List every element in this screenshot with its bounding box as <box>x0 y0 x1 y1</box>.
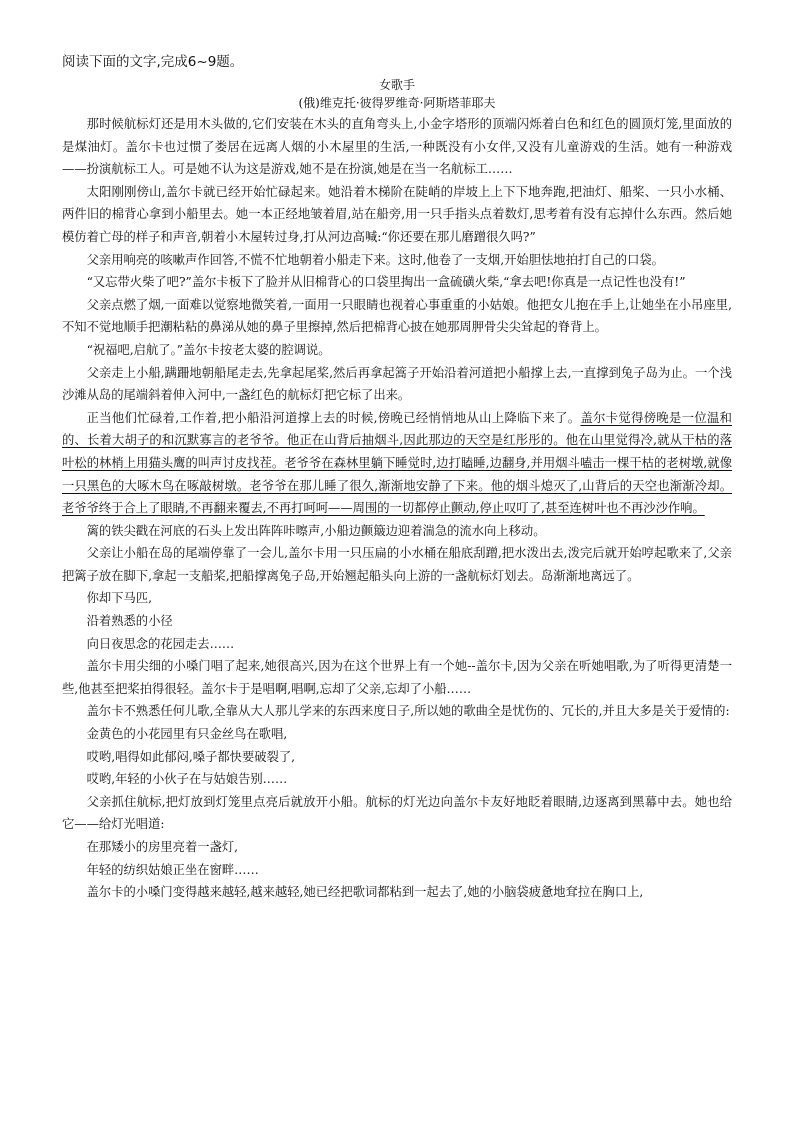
paragraph-text: “祝福吧,启航了。”盖尔卡按老太婆的腔调说。 <box>86 342 331 357</box>
story-paragraph <box>62 859 732 882</box>
paragraph-text: 哎哟,唱得如此郁闷,嗓子都快要破裂了, <box>86 749 296 764</box>
paragraph-text: 你却下马匹, <box>86 591 152 606</box>
story-paragraph <box>62 271 732 294</box>
document-page <box>62 52 732 904</box>
paragraph-text: 向日夜思念的花园走去…… <box>86 636 235 651</box>
story-paragraph <box>62 542 732 587</box>
paragraph-text: 父亲用响亮的咳嗽声作回答,不慌不忙地朝着小船走下来。这时,他卷了一支烟,开始胆怯地拍打自己的口袋。 <box>86 252 664 267</box>
story-paragraph <box>62 746 732 769</box>
paragraph-text: 盖尔卡的小嗓门变得越来越轻,越来越轻,她已经把歌词都粘到一起去了,她的小脑袋疲惫地耷拉在胸口上, <box>86 885 644 900</box>
paragraph-text: 那时候航标灯还是用木头做的,它们安装在木头的直角弯头上,小金字塔形的顶端闪烁着白色和红色的圆顶灯笼,里面放的是煤油灯。盖尔卡也过惯了娄居在远离人烟的小木屋里的生活,一种既没有小女伴,又没有儿童游戏的生活。她有一种游戏——扮演航标工人。可是她不认为这是游戏,她不是在扮演,她是在当一名航标工…… <box>62 117 732 177</box>
paragraph-text: 父亲点燃了烟,一面难以觉察地微笑着,一面用一只眼睛也视着心事重重的小姑娘。他把女儿抱在手上,让她坐在小吊座里,不知不觉地顺手把潮粘粘的鼻涕从她的鼻子里擦掉,然后把棉背心披在她那周胛骨尖尖耸起的脊背上。 <box>62 297 732 335</box>
story-paragraph <box>62 113 732 181</box>
story-paragraph <box>62 791 732 836</box>
story-paragraph <box>62 655 732 700</box>
reading-instruction: 阅读下面的文字,完成6~9题。 <box>62 54 244 70</box>
story-paragraph <box>62 294 732 339</box>
story-paragraph <box>62 339 732 362</box>
story-paragraph <box>62 700 732 723</box>
story-author: (俄)维克托·彼得罗维奇·阿斯塔菲耶夫 <box>298 96 496 110</box>
story-paragraph <box>62 520 732 543</box>
story-paragraph <box>62 768 732 791</box>
story-title: 女歌手 <box>378 78 415 92</box>
paragraph-text: “又忘带火柴了吧?”盖尔卡板下了脸并从旧棉背心的口袋里掏出一盒硫磺火柴,“拿去吧!你真是一点记性也没有!” <box>86 275 686 290</box>
paragraph-text: 在那矮小的房里亮着一盏灯, <box>86 840 239 854</box>
story-paragraph <box>62 836 732 859</box>
paragraph-text: 父亲抓住航标,把灯放到灯笼里点亮后就放开小船。航标的灯光边向盖尔卡友好地眨着眼睛,边逐离到黑幕中去。她也给它——给灯光唱道: <box>62 794 732 832</box>
story-body <box>62 113 732 904</box>
paragraph-text: 篱的铁尖戳在河底的石头上发出阵阵咔嚓声,小船边颤簸边迎着湍急的流水向上移动。 <box>86 523 546 538</box>
story-paragraph <box>62 407 732 520</box>
paragraph-text: 父亲让小船在岛的尾端停靠了一会儿,盖尔卡用一只压扁的小水桶在船底刮蹭,把水泼出去,泼完后就开始哼起歌来了,父亲把篱子放在脚下,拿起一支船桨,把船撑离兔子岛,开始翘起船头向上游的一盏航标灯划去。岛渐渐地离远了。 <box>62 546 732 583</box>
paragraph-text: 沿着熟悉的小径 <box>86 614 173 629</box>
story-paragraph <box>62 249 732 272</box>
paragraph-text: 盖尔卡不熟悉任何儿歌,全靠从大人那儿学来的东西来度日子,所以她的歌曲全是忧伤的、冗长的,并且大多是关于爱情的: <box>86 704 730 719</box>
paragraph-text: 正当他们忙碌着,工作着,把小船沿河道撑上去的时候,傍晚已经悄悄地从山上降临下来了。 <box>86 410 581 425</box>
story-paragraph <box>62 723 732 746</box>
paragraph-text: 金黄色的小花园里有只金丝鸟在歌唱, <box>86 727 288 742</box>
story-paragraph <box>62 610 732 633</box>
paragraph-text: 父亲走上小船,蹒跚地朝船尾走去,先拿起尾桨,然后再拿起篙子开始沿着河道把小船撑上去,一直撑到兔子岛为止。一个浅沙滩从岛的尾端斜着伸入河中,一盏红色的航标灯把它标了出来。 <box>62 365 732 403</box>
story-paragraph <box>62 881 732 904</box>
paragraph-text: 哎哟,年轻的小伙子在与姑娘告别…… <box>86 772 288 787</box>
paragraph-text: 太阳刚刚傍山,盖尔卡就已经开始忙碌起来。她沿着木梯阶在陡峭的岸坡上上下下地奔跑,把油灯、船桨、一只小水桶、两件旧的棉背心拿到小船里去。她一本正经地皱着眉,站在船旁,用一只手指头点着数灯,思考着有没有忘掉什么东西。然后她模仿着亡母的样子和声音,朝着小木屋转过身,打从河边高喊:“你还要在那儿磨蹭很久吗?” <box>62 184 732 244</box>
story-paragraph <box>62 587 732 610</box>
underlined-passage: 盖尔卡觉得傍晚是一位温和的、长着大胡子的和沉默寡言的老爷爷。他正在山背后抽烟斗,因此那边的天空是红彤彤的。他在山里觉得冷,就从干枯的落叶松的林梢上用猫头鹰的叫声讨皮找茬。老爷爷在森林里躺下睡觉时,边打瞌睡,边翻身,并用烟斗嗑击一棵干枯的老树墩,就像一只黑色的大啄木鸟在啄敲树墩。老爷爷在那儿睡了很久,渐渐地安静了下来。他的烟斗熄灭了,山背后的天空也渐渐冷却。老爷爷终于合上了眼睛,不再翻来覆去,不再打呵呵——周围的一切都停止颤动,停止叹叮了,甚至连树叶也不再沙沙作响。 <box>62 410 732 516</box>
story-paragraph <box>62 181 732 249</box>
paragraph-text: 盖尔卡用尖细的小嗓门唱了起来,她很高兴,因为在这个世界上有一个她--盖尔卡,因为父亲在听她唱歌,为了听得更清楚一些,他甚至把桨拍得很轻。盖尔卡于是唱啊,唱啊,忘却了父亲,忘却了小船…… <box>62 659 732 696</box>
paragraph-text: 年轻的纺织姑娘正坐在窗畔…… <box>86 862 259 877</box>
story-paragraph <box>62 633 732 656</box>
story-paragraph <box>62 362 732 407</box>
